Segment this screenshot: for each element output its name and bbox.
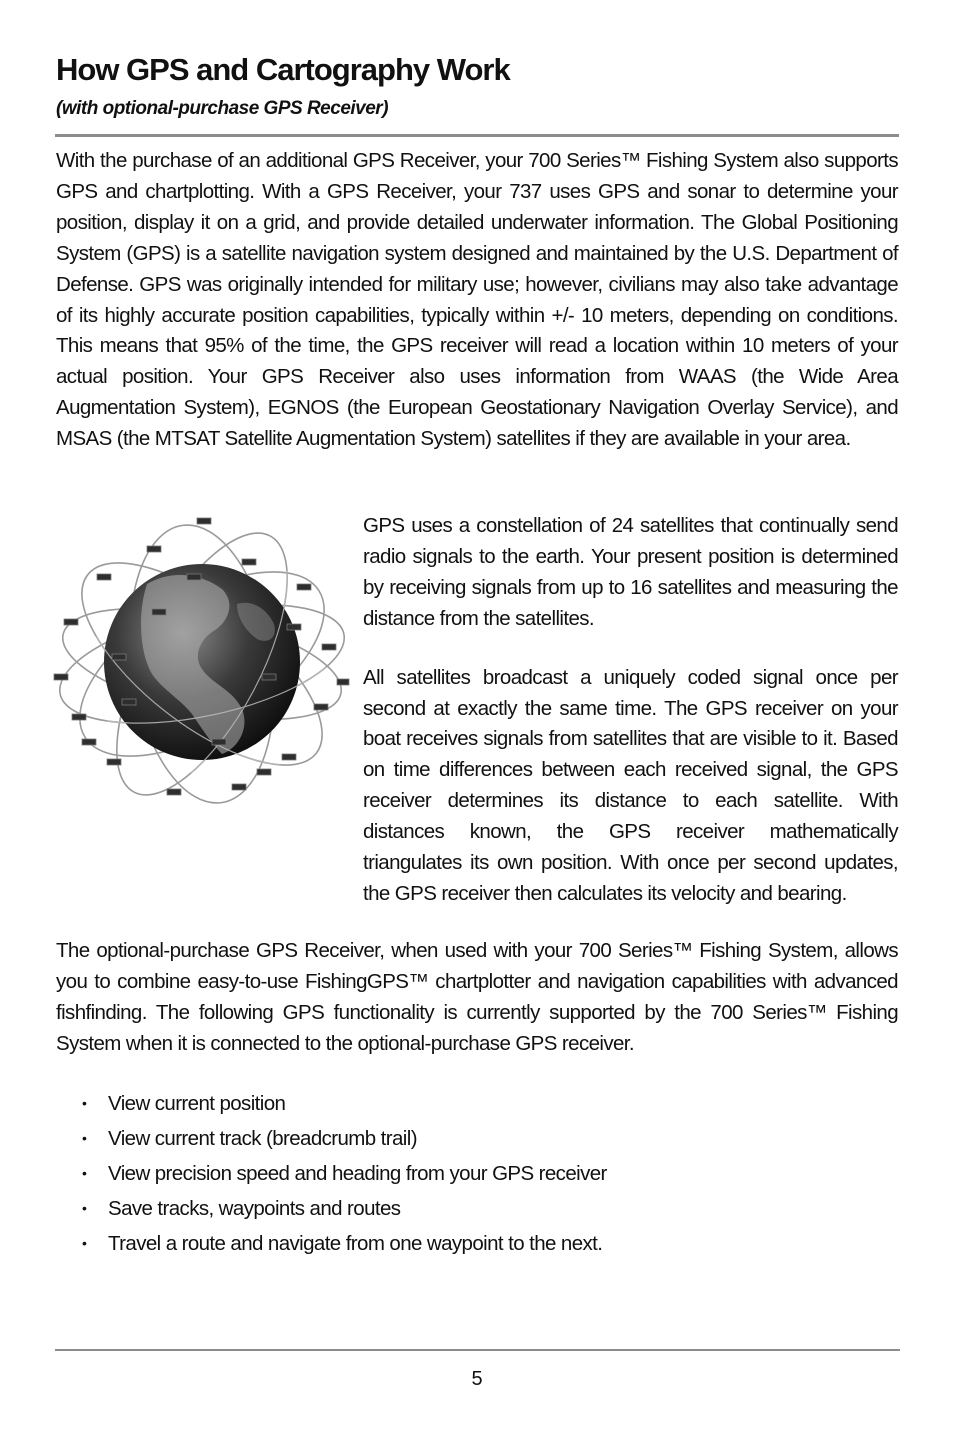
- bullet-icon: •: [82, 1200, 87, 1216]
- constellation-description: [363, 511, 898, 910]
- list-item: [82, 1226, 607, 1261]
- bullet-icon: •: [82, 1130, 87, 1146]
- globe-figure: [52, 514, 352, 808]
- page-subtitle: (with optional-purchase GPS Receiver): [56, 98, 389, 119]
- intro-paragraph: With the purchase of an additional GPS Receiver, your 700 Series™ Fishing System also supports GPS and chartplotting. With a GPS Receiver, your 737 uses GPS and sonar to determine your position, display it on a grid, and provide detailed underwater information. The Global Positioning System (GPS) is a satellite navigation system designed and maintained by the U.S. Department of Defense. GPS was originally intended for military use; however, civilians may also take advantage of its highly accurate position capabilities, typically within +/- 10 meters, depending on conditions. This means that 95% of the time, the GPS receiver will read a location within 10 meters of your actual position. Your GPS Receiver also uses information from WAAS (the Wide Area Augmentation System), EGNOS (the European Geostationary Navigation Overlay Service), and MSAS (the MTSAT Satellite Augmentation System) satellites if they are available in your area.: [56, 149, 898, 451]
- list-item-label: View current position: [108, 1092, 286, 1115]
- satellite-constellation-paragraph: GPS uses a constellation of 24 satellites that continually send radio signals to the earth. Your present position is determined by receiving signals from up to 16 satellites and measuring the distance from the satellites.: [363, 514, 898, 630]
- list-item: [82, 1086, 607, 1121]
- list-item-label: View precision speed and heading from your GPS receiver: [108, 1162, 607, 1185]
- globe-satellite-constellation-icon: [52, 514, 352, 808]
- bullet-icon: •: [82, 1165, 87, 1181]
- gps-receiver-paragraph: The optional-purchase GPS Receiver, when used with your 700 Series™ Fishing System, allows you to combine easy-to-use FishingGPS™ chartplotter and navigation capabilities with advanced fishfinding. The following GPS functionality is currently supported by the 700 Series™ Fishing System when it is connected to the optional-purchase GPS receiver.: [56, 939, 898, 1055]
- feature-list: [82, 1086, 607, 1261]
- page-number: 5: [471, 1368, 483, 1390]
- page-title: How GPS and Cartography Work: [56, 52, 510, 87]
- bullet-icon: •: [82, 1095, 87, 1111]
- header-divider: [55, 134, 899, 137]
- footer-divider: [55, 1349, 900, 1351]
- list-item: [82, 1191, 607, 1226]
- bullet-icon: •: [82, 1235, 87, 1251]
- list-item-label: Travel a route and navigate from one waypoint to the next.: [108, 1232, 603, 1255]
- list-item-label: Save tracks, waypoints and routes: [108, 1197, 401, 1220]
- signal-triangulation-paragraph: All satellites broadcast a uniquely coded signal once per second at exactly the same time. The GPS receiver on your boat receives signals from satellites that are visible to it. Based on time differences between each received signal, the GPS receiver determines its distance to each satellite. With distances known, the GPS receiver mathematically triangulates its own position. With once per second updates, the GPS receiver then calculates its velocity and bearing.: [363, 665, 898, 905]
- list-item: [82, 1121, 607, 1156]
- list-item: [82, 1156, 607, 1191]
- list-item-label: View current track (breadcrumb trail): [108, 1127, 417, 1150]
